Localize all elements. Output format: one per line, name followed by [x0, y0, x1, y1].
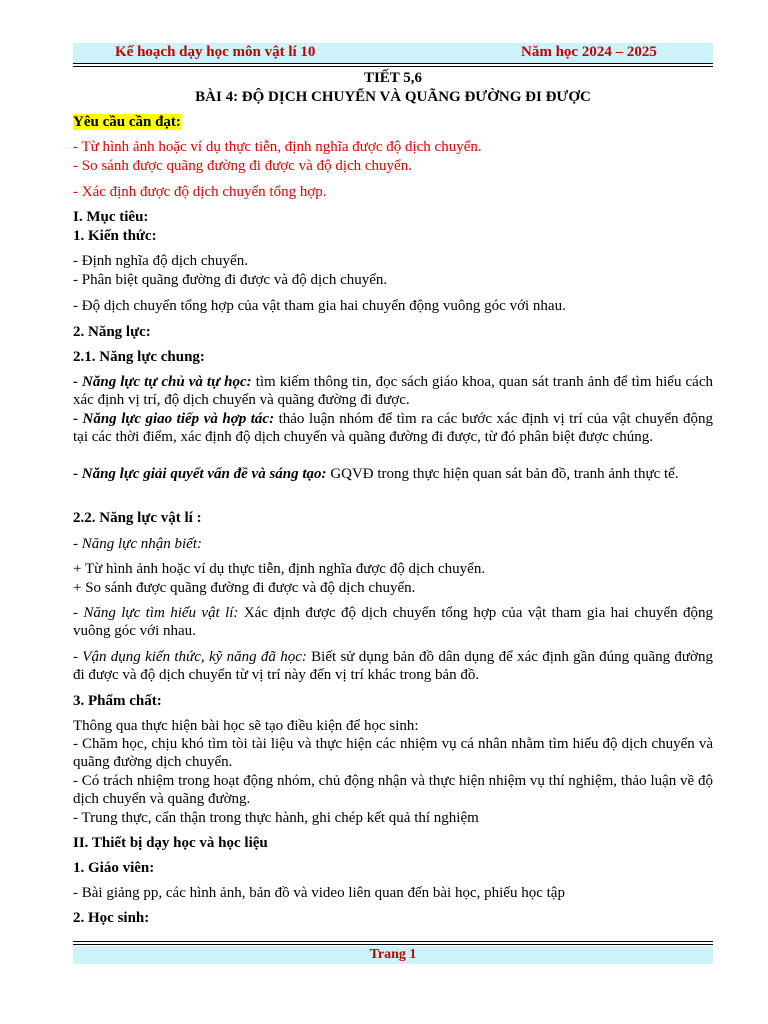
quality-item: - Trung thực, cẩn thận trong thực hành, ghi chép kết quả thí nghiệm: [73, 810, 479, 826]
requirement-item: - Xác định được độ dịch chuyển tổng hợp.: [73, 184, 327, 200]
competence-problem-solving: - Năng lực giải quyết vấn đề và sáng tạo: GQVĐ trong thực hiện quan sát bản đồ, tranh ảnh thực tế.: [73, 466, 679, 482]
footer-rule: [73, 941, 713, 942]
teacher-materials: - Bài giảng pp, các hình ảnh, bản đồ và video liên quan đến bài học, phiếu học tập: [73, 885, 565, 901]
section-student: 2. Học sinh:: [73, 910, 150, 926]
recognition-item: + Từ hình ảnh hoặc ví dụ thực tiễn, định nghĩa được độ dịch chuyển.: [73, 561, 486, 577]
header-rule-2: [73, 66, 713, 67]
section-general-competence: 2.1. Năng lực chung:: [73, 349, 205, 365]
section-equipment: II. Thiết bị dạy học và học liệu: [73, 835, 268, 851]
header-subject: Kế hoạch dạy học môn vật lí 10: [115, 44, 316, 60]
lesson-title: BÀI 4: ĐỘ DỊCH CHUYỂN VÀ QUÃNG ĐƯỜNG ĐI ĐƯỢC: [195, 89, 591, 105]
section-qualities: 3. Phẩm chất:: [73, 693, 162, 709]
competence-communication: - Năng lực giao tiếp và hợp tác: thảo luận nhóm để tìm ra các bước xác định vị trí của vật chuyển động tại các thời điểm, xác định độ dịch chuyển và quãng đường đi được, từ đó phân biệt được chúng.: [73, 411, 714, 445]
page-number: Trang 1: [73, 946, 713, 964]
section-teacher: 1. Giáo viên:: [73, 860, 155, 876]
lesson-period: TIẾT 5,6: [363, 70, 423, 86]
section-knowledge: 1. Kiến thức:: [73, 228, 157, 244]
requirement-item: - Từ hình ảnh hoặc ví dụ thực tiễn, định nghĩa được độ dịch chuyển.: [73, 139, 482, 155]
knowledge-item: - Định nghĩa độ dịch chuyển.: [73, 253, 248, 269]
recognition-item: + So sánh được quãng đường đi được và độ dịch chuyển.: [73, 580, 416, 596]
quality-item: - Có trách nhiệm trong hoạt động nhóm, chủ động nhận và thực hiện nhiệm vụ thí nghiệm, thảo luận về độ dịch chuyển và quãng đường.: [73, 773, 713, 807]
knowledge-item: - Phân biệt quãng đường đi được và độ dịch chuyển.: [73, 272, 388, 288]
quality-item: - Chăm học, chịu khó tìm tòi tài liệu và thực hiện các nhiệm vụ cá nhân nhằm tìm hiểu độ dịch chuyển và quãng đường dịch chuyển.: [73, 736, 713, 770]
requirement-item: - So sánh được quãng đường đi được và độ dịch chuyển.: [73, 158, 412, 174]
competence-physics-inquiry: - Năng lực tìm hiểu vật lí: Xác định được độ dịch chuyển tổng hợp của vật tham gia hai chuyển động vuông góc với nhau.: [73, 605, 714, 639]
page-header: [73, 43, 713, 63]
competence-application: - Vận dụng kiến thức, kỹ năng đã học: Biết sử dụng bản đồ dân dụng để xác định gần đúng quãng đường đi được và độ dịch chuyển từ vị trí này đến vị trí khác trong bản đồ.: [73, 649, 713, 683]
footer-rule-2: [73, 944, 713, 945]
header-rule: [73, 63, 713, 64]
competence-recognition: - Năng lực nhận biết:: [73, 536, 202, 552]
section-physics-competence: 2.2. Năng lực vật lí :: [73, 510, 202, 526]
section-objectives: I. Mục tiêu:: [73, 209, 149, 225]
section-competence: 2. Năng lực:: [73, 324, 151, 340]
requirements-heading: Yêu cầu cần đạt:: [73, 114, 181, 130]
qualities-intro: Thông qua thực hiện bài học sẽ tạo điều kiện để học sinh:: [73, 718, 419, 734]
competence-self-study: - Năng lực tự chủ và tự học: tìm kiếm thông tin, đọc sách giáo khoa, quan sát tranh ảnh để tìm hiểu cách xác định vị trí, độ dịch chuyển và quãng đường đi được.: [73, 374, 713, 408]
header-school-year: Năm học 2024 – 2025: [521, 44, 657, 60]
knowledge-item: - Độ dịch chuyển tổng hợp của vật tham gia hai chuyển động vuông góc với nhau.: [73, 298, 566, 314]
